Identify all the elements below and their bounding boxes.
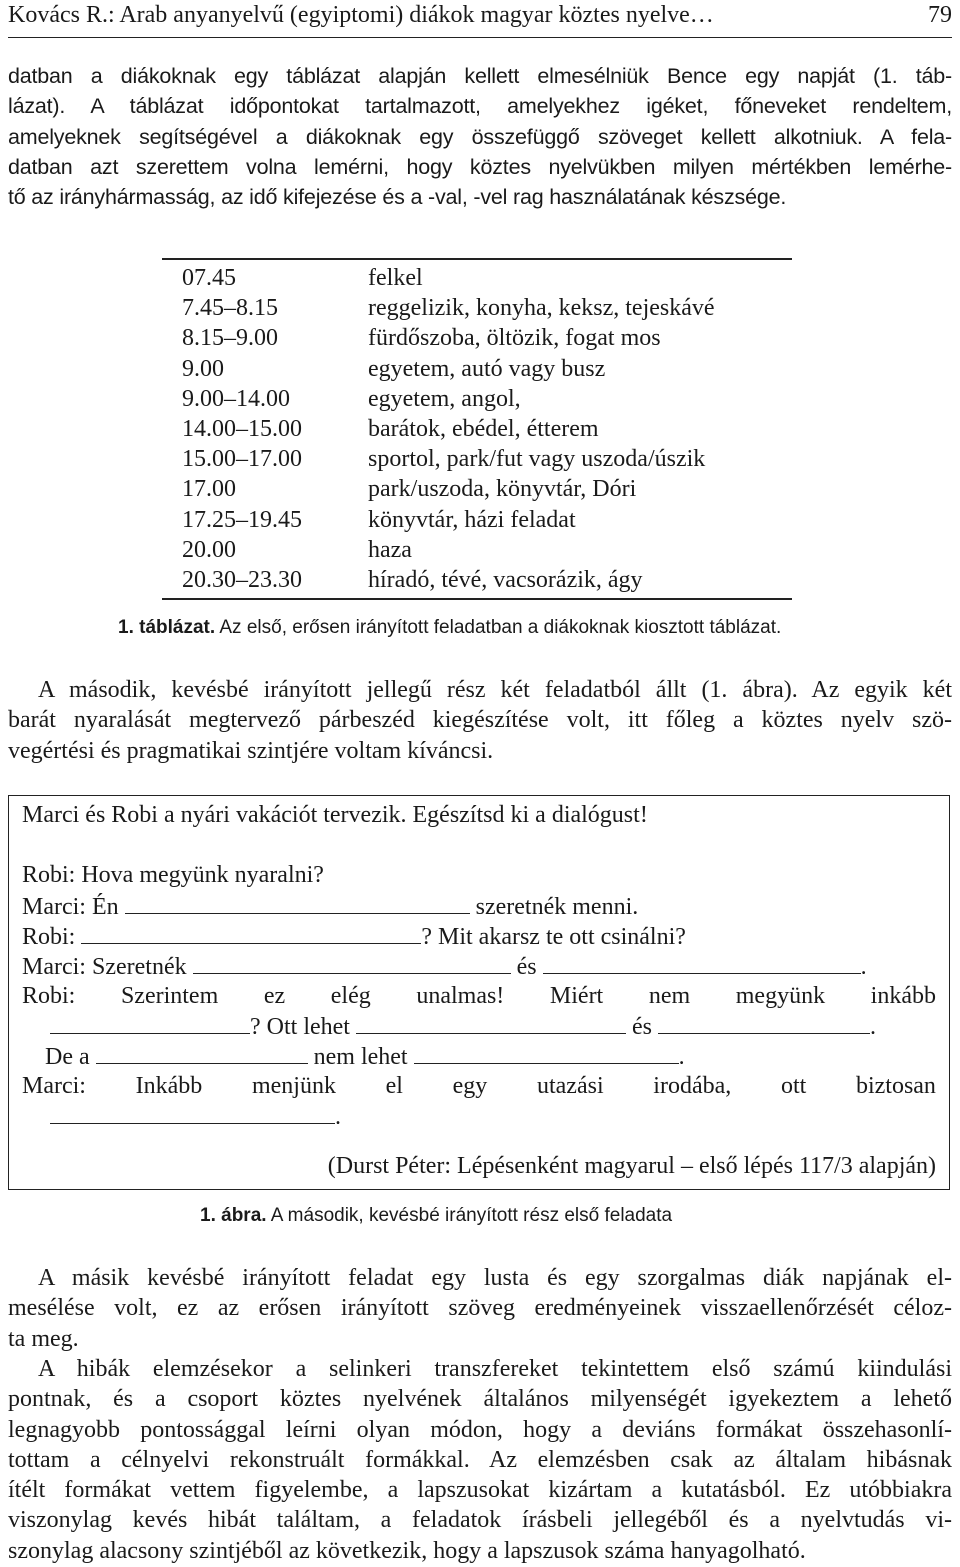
paragraph-2 <box>8 675 952 766</box>
paragraph-3 <box>8 1263 952 1354</box>
text-line: pontnak, és a csoport köztes nyelvének általános milyenségét igyekeztem a lehető <box>8 1386 952 1413</box>
dialogue-line: . <box>22 1101 936 1131</box>
paragraph-4 <box>8 1354 952 1566</box>
activity-cell: park/uszoda, könyvtár, Dóri <box>368 476 637 503</box>
fill-in-blank[interactable] <box>658 1011 870 1034</box>
dialogue-line: Robi: Szerintem ez elég unalmas! Miért nem megyünk inkább <box>22 983 936 1009</box>
caption-text: Az első, erősen irányított feladatban a diákoknak kiosztott táblázat. <box>215 617 782 638</box>
time-cell: 17.25–19.45 <box>182 506 302 533</box>
schedule-table <box>162 258 792 600</box>
table-caption <box>118 615 781 641</box>
page-number: 79 <box>928 2 952 28</box>
exercise-box <box>8 795 950 1190</box>
text-line: ta meg. <box>8 1325 79 1352</box>
text-line: szonylag alacsony szintjéből az következik, hogy a lapszusok száma hanyagolható. <box>8 1537 806 1564</box>
fill-in-blank[interactable] <box>50 1011 250 1034</box>
table-row <box>162 354 792 384</box>
intro-paragraph <box>8 61 952 212</box>
activity-cell: egyetem, angol, <box>368 385 521 412</box>
running-header <box>8 0 952 38</box>
time-cell: 14.00–15.00 <box>182 415 302 442</box>
activity-cell: sportol, park/fut vagy uszoda/úszik <box>368 446 706 473</box>
text-line: barát nyaralását megtervező párbeszéd kiegészítése volt, itt főleg a köztes nyelv szö- <box>8 707 952 734</box>
fill-in-blank[interactable] <box>81 921 421 944</box>
dialogue-line: Robi: Hova megyünk nyaralni? <box>22 862 324 888</box>
fill-in-blank[interactable] <box>125 891 470 914</box>
text-line: ítélt formákat vettem figyelembe, a lapszusokat kizártam a kutatásból. Ez utóbbiakra <box>8 1477 952 1504</box>
fill-in-blank[interactable] <box>356 1011 626 1034</box>
table-row <box>162 565 792 595</box>
time-cell: 17.00 <box>182 476 236 503</box>
caption-text: A második, kevésbé irányított rész első feladata <box>266 1205 673 1226</box>
table-row <box>162 323 792 353</box>
text-line: viszonylag kevés hibát találtam, a feladatok írásbeli jellegéből és a nyelvtudás vi- <box>8 1507 952 1534</box>
table-row <box>162 535 792 565</box>
dialogue-line: Marci: Szeretnék és . <box>22 951 936 981</box>
text-line: A másik kevésbé irányított feladat egy lusta és egy szorgalmas diák napjának el- <box>38 1265 952 1291</box>
text-line: A második, kevésbé irányított jellegű rész két feladatból állt (1. ábra). Az egyik két <box>38 677 952 703</box>
fill-in-blank[interactable] <box>414 1041 679 1064</box>
table-row <box>162 414 792 444</box>
text-line: vegértési és pragmatikai szintjére voltam kíváncsi. <box>8 737 494 764</box>
table-row <box>162 263 792 293</box>
header-title: Kovács R.: Arab anyanyelvű (egyiptomi) diákok magyar köztes nyelve… <box>8 2 714 28</box>
text-line: legnagyobb pontossággal leírni olyan módon, hogy a deviáns formákat összehasonlí- <box>8 1416 952 1443</box>
time-cell: 9.00–14.00 <box>182 385 290 412</box>
time-cell: 7.45–8.15 <box>182 295 278 322</box>
text-line: amelyeknek segítségével a diákoknak egy összefüggő szöveget kellett alkotniuk. A fela- <box>8 124 952 149</box>
table-row <box>162 474 792 504</box>
time-cell: 9.00 <box>182 355 224 382</box>
table-row <box>162 384 792 414</box>
activity-cell: reggelizik, konyha, keksz, tejeskávé <box>368 295 715 322</box>
activity-cell: haza <box>368 536 412 563</box>
fill-in-blank[interactable] <box>543 951 861 974</box>
time-cell: 20.00 <box>182 536 236 563</box>
fill-in-blank[interactable] <box>50 1101 335 1124</box>
text-line: tottam a célnyelvi rekonstruált formákkal. Az elemzésben csak az általam hibásnak <box>8 1446 952 1473</box>
caption-label: 1. táblázat. <box>118 617 216 638</box>
fill-in-blank[interactable] <box>193 951 511 974</box>
caption-label: 1. ábra. <box>200 1205 267 1226</box>
figure-caption <box>200 1203 672 1229</box>
exercise-instruction: Marci és Robi a nyári vakációt tervezik. Egészítsd ki a dialógust! <box>22 802 648 828</box>
time-cell: 15.00–17.00 <box>182 446 302 473</box>
activity-cell: fürdőszoba, öltözik, fogat mos <box>368 325 661 352</box>
dialogue-line: ? Ott lehet és . <box>22 1011 936 1041</box>
time-cell: 8.15–9.00 <box>182 325 278 352</box>
activity-cell: híradó, tévé, vacsorázik, ágy <box>368 566 643 593</box>
activity-cell: barátok, ebédel, étterem <box>368 415 599 442</box>
table-row <box>162 505 792 535</box>
activity-cell: felkel <box>368 265 423 291</box>
time-cell: 20.30–23.30 <box>182 566 302 593</box>
dialogue-line: Marci: Én szeretnék menni. <box>22 891 936 921</box>
dialogue-line: De a nem lehet . <box>45 1041 936 1071</box>
dialogue-line: Robi: ? Mit akarsz te ott csinálni? <box>22 921 936 951</box>
text-line: mesélése volt, ez az erősen irányított szöveg eredményeinek visszaellenőrzését célоz- <box>8 1295 952 1322</box>
text-line: tő az irányhármasság, az idő kifejezése és a -val, -vel rag használatának készsége. <box>8 185 787 210</box>
source-citation: (Durst Péter: Lépésenként magyarul – első lépés 117/3 alapján) <box>327 1153 936 1179</box>
fill-in-blank[interactable] <box>96 1041 308 1064</box>
text-line: A hibák elemzésekor a selinkeri transzfereket tekintettem első számú kiindulási <box>38 1356 952 1382</box>
table-row <box>162 444 792 474</box>
time-cell: 07.45 <box>182 265 236 291</box>
activity-cell: egyetem, autó vagy busz <box>368 355 606 382</box>
dialogue-line: Marci: Inkább menjünk el egy utazási irodába, ott biztosan <box>22 1073 936 1099</box>
table-row <box>162 293 792 323</box>
text-line: datban a diákoknak egy táblázat alapján kellett elmesélniük Bence egy napját (1. táb- <box>8 64 952 88</box>
text-line: lázat). A táblázat időpontokat tartalmazott, amelyekhez igéket, főneveket rendeltem, <box>8 94 952 119</box>
text-line: datban azt szerettem volna lemérni, hogy köztes nyelvükben milyen mértékben lemérhe- <box>8 154 952 179</box>
activity-cell: könyvtár, házi feladat <box>368 506 576 533</box>
